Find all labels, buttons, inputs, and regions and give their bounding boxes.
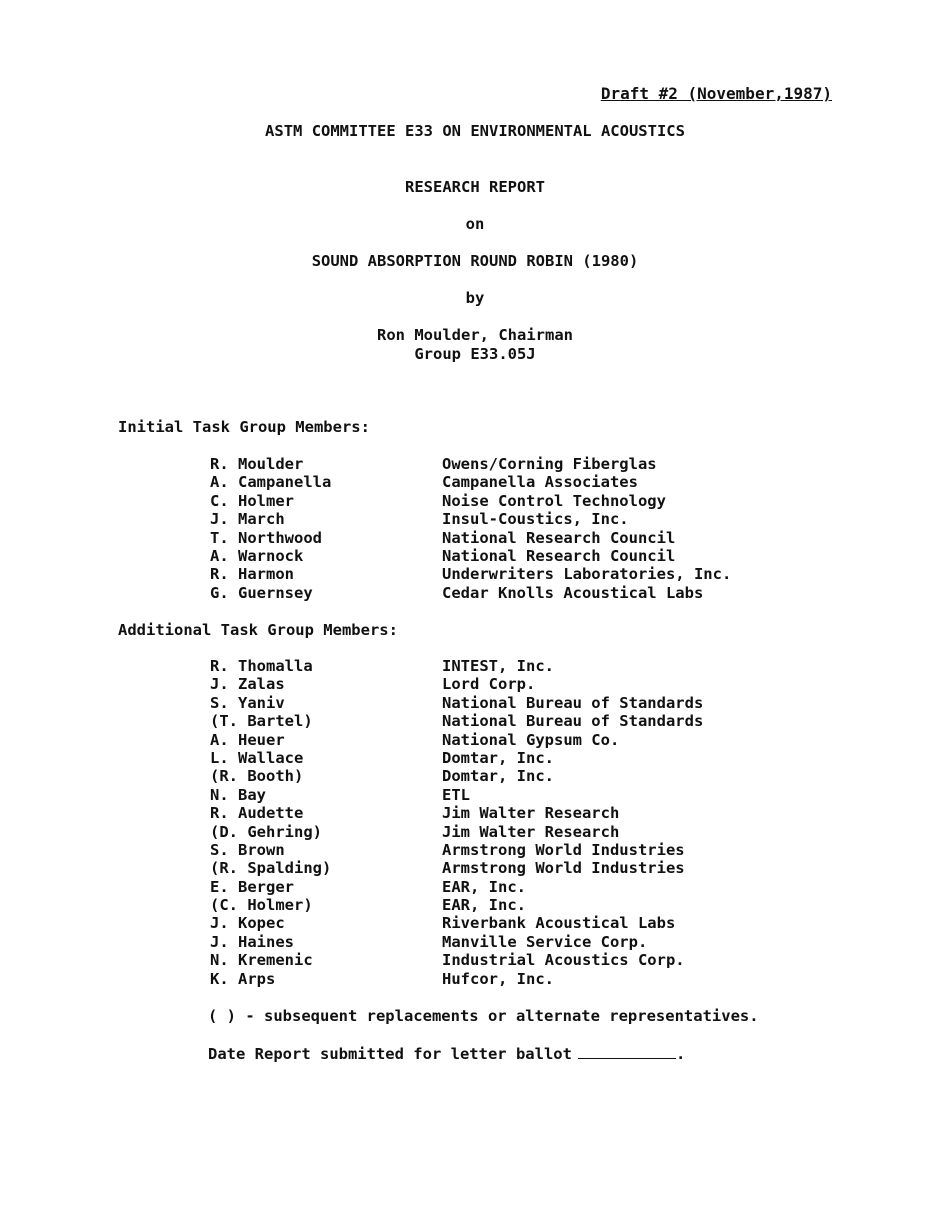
- on-label: on: [465, 215, 485, 233]
- initial-members-heading: Initial Task Group Members:: [118, 418, 370, 436]
- member-row: [210, 749, 703, 767]
- member-name: (T. Bartel): [210, 712, 313, 731]
- initial-members-list: [210, 455, 731, 602]
- member-name: G. Guernsey: [210, 583, 313, 602]
- member-row: [210, 767, 703, 785]
- member-name: J. March: [210, 510, 285, 529]
- member-row: [210, 878, 703, 896]
- member-row: [210, 859, 703, 877]
- member-name: J. Zalas: [210, 675, 285, 694]
- member-row: [210, 896, 703, 914]
- member-organization: EAR, Inc.: [442, 877, 526, 896]
- member-row: [210, 933, 703, 951]
- member-row: [210, 804, 703, 822]
- member-organization: EAR, Inc.: [442, 896, 526, 915]
- member-row: [210, 914, 703, 932]
- member-row: [210, 492, 731, 510]
- member-row: [210, 712, 703, 730]
- member-name: T. Northwood: [210, 528, 322, 547]
- member-row: [210, 786, 703, 804]
- date-blank-field: [578, 1044, 676, 1059]
- report-subject: SOUND ABSORPTION ROUND ROBIN (1980): [311, 252, 639, 270]
- member-name: R. Moulder: [210, 455, 304, 473]
- member-row: [210, 841, 703, 859]
- member-name: L. Wallace: [210, 748, 304, 767]
- member-name: R. Audette: [210, 804, 304, 823]
- member-organization: Noise Control Technology: [442, 491, 666, 510]
- member-organization: Hufcor, Inc.: [442, 969, 554, 988]
- member-organization: National Research Council: [442, 546, 676, 565]
- report-type: RESEARCH REPORT: [405, 178, 545, 196]
- member-organization: National Gypsum Co.: [442, 730, 620, 749]
- member-row: [210, 510, 731, 528]
- member-row: [210, 731, 703, 749]
- member-name: (D. Gehring): [210, 822, 322, 841]
- group-line: Group E33.05J: [414, 345, 536, 363]
- member-name: R. Thomalla: [210, 657, 313, 675]
- member-name: A. Campanella: [210, 473, 332, 492]
- member-name: K. Arps: [210, 969, 276, 988]
- member-organization: Jim Walter Research: [442, 804, 620, 823]
- member-row: [210, 657, 703, 675]
- date-submitted-line: [208, 1044, 685, 1063]
- member-row: [210, 675, 703, 693]
- member-organization: ETL: [442, 785, 470, 804]
- member-organization: Cedar Knolls Acoustical Labs: [442, 583, 704, 602]
- member-name: A. Heuer: [210, 730, 285, 749]
- member-name: E. Berger: [210, 877, 294, 896]
- member-row: [210, 473, 731, 491]
- member-row: [210, 970, 703, 988]
- member-row: [210, 565, 731, 583]
- member-row: [210, 951, 703, 969]
- member-name: R. Harmon: [210, 565, 294, 584]
- member-row: [210, 694, 703, 712]
- draft-label: Draft #2 (November,1987): [600, 84, 832, 103]
- date-submitted-label: Date Report submitted for letter ballot: [208, 1045, 572, 1063]
- member-organization: Armstrong World Industries: [442, 859, 685, 878]
- member-organization: Riverbank Acoustical Labs: [442, 914, 676, 933]
- date-end-period: .: [675, 1045, 686, 1063]
- member-organization: Underwriters Laboratories, Inc.: [442, 565, 732, 584]
- member-organization: National Research Council: [442, 528, 676, 547]
- author-line: Ron Moulder, Chairman: [377, 326, 573, 344]
- member-row: [210, 547, 731, 565]
- additional-members-heading: Additional Task Group Members:: [118, 621, 398, 639]
- additional-members-list: [210, 657, 703, 988]
- member-name: N. Kremenic: [210, 951, 313, 970]
- member-name: S. Yaniv: [210, 693, 285, 712]
- member-organization: Industrial Acoustics Corp.: [442, 951, 685, 970]
- member-row: [210, 529, 731, 547]
- member-organization: Jim Walter Research: [442, 822, 620, 841]
- member-name: S. Brown: [210, 840, 285, 859]
- by-label: by: [465, 289, 485, 307]
- member-organization: Lord Corp.: [442, 675, 536, 694]
- member-row: [210, 584, 731, 602]
- member-name: C. Holmer: [210, 491, 294, 510]
- member-name: (C. Holmer): [210, 896, 313, 915]
- member-organization: National Bureau of Standards: [442, 712, 704, 731]
- member-organization: Manville Service Corp.: [442, 932, 648, 951]
- member-name: (R. Booth): [210, 767, 304, 786]
- replacements-note: ( ) - subsequent replacements or alternate representatives.: [208, 1007, 759, 1025]
- member-organization: National Bureau of Standards: [442, 693, 704, 712]
- member-organization: INTEST, Inc.: [442, 657, 554, 675]
- member-name: J. Haines: [210, 932, 294, 951]
- member-row: [210, 823, 703, 841]
- member-row: [210, 455, 731, 473]
- member-organization: Campanella Associates: [442, 473, 638, 492]
- committee-title: ASTM COMMITTEE E33 ON ENVIRONMENTAL ACOUSTICS: [265, 122, 685, 140]
- member-organization: Owens/Corning Fiberglas: [442, 455, 657, 473]
- member-organization: Domtar, Inc.: [442, 748, 554, 767]
- member-name: N. Bay: [210, 785, 266, 804]
- member-name: J. Kopec: [210, 914, 285, 933]
- member-organization: Armstrong World Industries: [442, 840, 685, 859]
- member-name: A. Warnock: [210, 546, 304, 565]
- member-name: (R. Spalding): [210, 859, 332, 878]
- member-organization: Insul-Coustics, Inc.: [442, 510, 629, 529]
- member-organization: Domtar, Inc.: [442, 767, 554, 786]
